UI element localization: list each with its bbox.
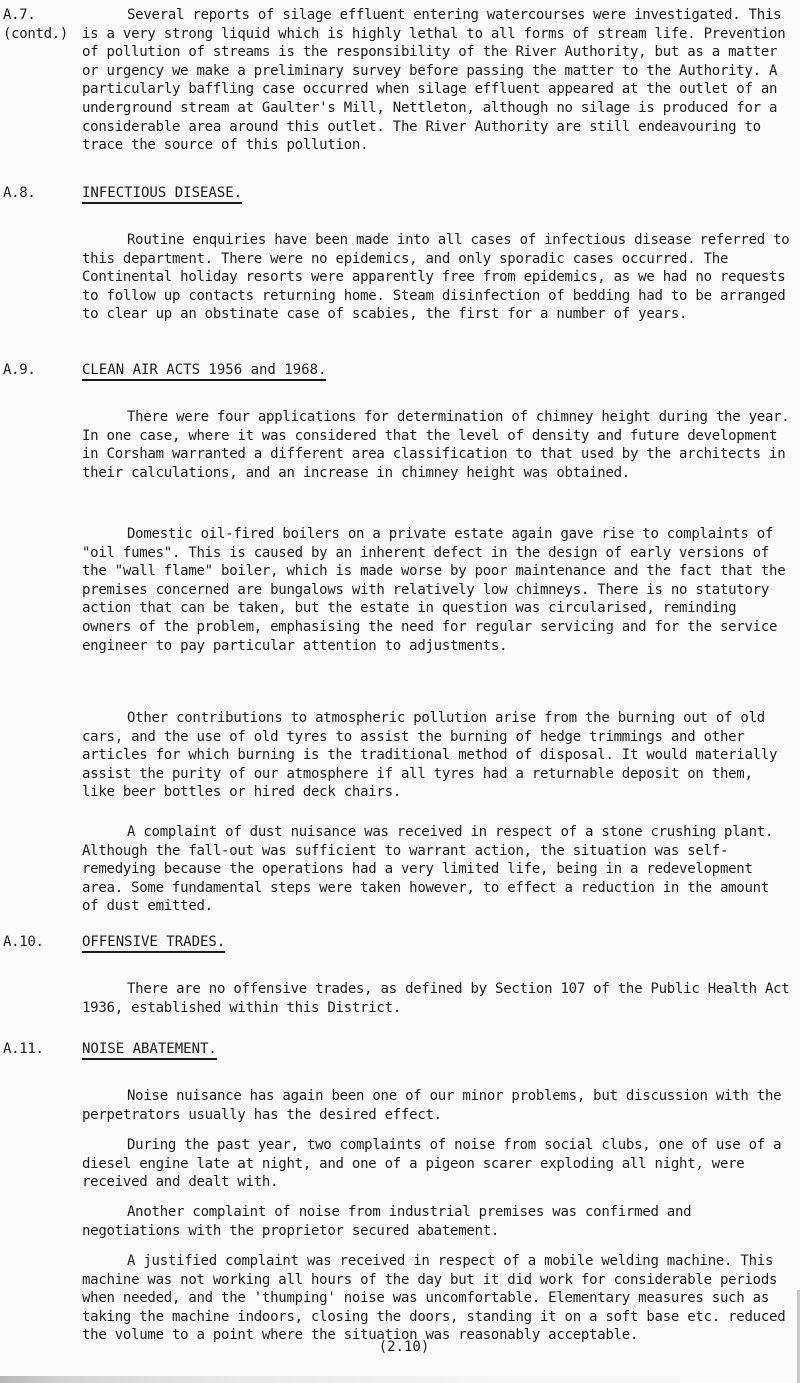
a9-paragraph-3: Other contributions to atmospheric pollution arise from the burning out of old cars, and the use of old tyres to assist the burning of hedge trimmings and other articles for which burning is the traditional method of disposal. It would materially assist the purity of our atmosphere if all tyres had a returnable deposit on them, like beer bottles or hired deck chairs. (82, 710, 778, 801)
section-number-a10: A.10. (3, 934, 44, 950)
section-contd-label: (contd.) (3, 26, 69, 42)
section-number-a11: A.11. (3, 1041, 44, 1057)
a9-paragraph-4: A complaint of dust nuisance was received in respect of a stone crushing plant. Although the fall-out was sufficient to warrant action, the situation was self-remedying because the operations had a very limited life, being in a redevelopment area. Some fundamental steps were taken however, to effect a reduction in the amount of dust emitted. (82, 824, 774, 915)
a8-paragraph: Routine enquiries have been made into all cases of infectious disease referred to this department. There were no epidemics, and only sporadic cases occurred. The Continental holiday resorts were apparently free from epidemics, as we had no requests to follow up contacts returning home. Steam disinfection of bedding had to be arranged to clear up an obstinate case of scabies, the first for a number of years. (82, 232, 790, 323)
a11-paragraph-3: Another complaint of noise from industrial premises was confirmed and negotiations with the proprietor secured abatement. (82, 1204, 692, 1239)
section-heading-a10 (82, 933, 225, 952)
page-number (0, 1338, 800, 1357)
section-heading-a11 (82, 1040, 217, 1059)
heading-text: CLEAN AIR ACTS 1956 and 1968. (82, 362, 326, 381)
section-number-a8: A.8. (3, 185, 36, 201)
a11-paragraph-1: Noise nuisance has again been one of our minor problems, but discussion with the perpetrators usually has the desired effect. (82, 1088, 782, 1123)
a11-paragraph-2: During the past year, two complaints of noise from social clubs, one of use of a diesel engine late at night, and one of a pigeon scarer exploding all night, were received and dealt with. (82, 1137, 782, 1191)
section-heading-a8 (82, 184, 242, 203)
section-heading-a9 (82, 361, 326, 380)
a9-paragraph-1: There were four applications for determination of chimney height during the year. In one case, where it was considered that the level of density and future development in Corsham warranted a different area classification to that used by the architects in their calculations, and an increase in chimney height was obtained. (82, 409, 790, 481)
heading-text: INFECTIOUS DISEASE. (82, 185, 242, 204)
heading-text: OFFENSIVE TRADES. (82, 934, 225, 953)
section-number-a9: A.9. (3, 362, 36, 378)
a10-paragraph: There are no offensive trades, as defined by Section 107 of the Public Health Act 1936, established within this District. (82, 981, 790, 1016)
page-number-text: (2.10) (378, 1339, 430, 1355)
section-number-a7: A.7. (3, 7, 36, 23)
heading-text: NOISE ABATEMENT. (82, 1041, 217, 1060)
a7-paragraph: Several reports of silage effluent entering watercourses were investigated. This is a very strong liquid which is highly lethal to all forms of stream life. Prevention of pollution of streams is the responsibility of the River Authority, but as a matter or urgency we make a preliminary survey before passing the matter to the Authority. A particularly baffling case occurred when silage effluent appeared at the outlet of an underground stream at Gaulter's Mill, Nettleton, although no silage is produced for a considerable area around this outlet. The River Authority are still endeavouring to trace the source of this pollution. (82, 7, 786, 154)
a9-paragraph-2: Domestic oil-fired boilers on a private estate again gave rise to complaints of "oil fumes". This is caused by an inherent defect in the design of early versions of the "wall flame" boiler, which is made worse by poor maintenance and the fact that the premises concerned are bungalows with relatively low chimneys. There is no statutory action that can be taken, but the estate in question was circularised, reminding owners of the problem, emphasising the need for regular servicing and for the service engineer to pay particular attention to adjustments. (82, 526, 786, 654)
scan-edge-shadow (0, 1376, 800, 1383)
a11-paragraph-4: A justified complaint was received in respect of a mobile welding machine. This machine was not working all hours of the day but it did work for considerable periods when needed, and the 'thumping' noise was uncomfortable. Elementary measures such as taking the machine indoors, closing the doors, standing it on a soft base etc. reduced the volume to a point where the situation was reasonably acceptable. (82, 1253, 786, 1344)
